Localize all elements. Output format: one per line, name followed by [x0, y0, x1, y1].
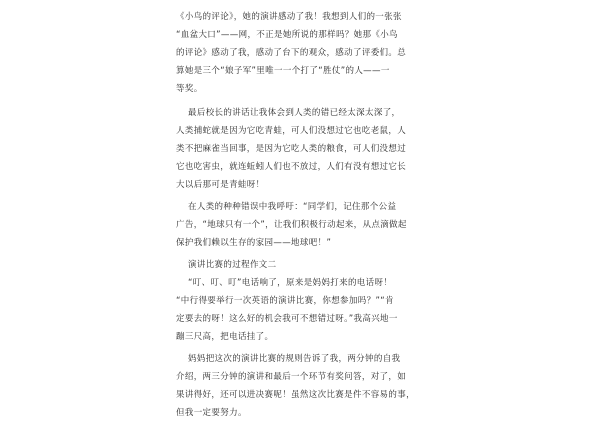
paragraph-2	[176, 104, 428, 194]
essay-body	[176, 8, 428, 422]
text-line: 蹦三尺高，把电话挂了。	[176, 332, 274, 342]
text-line: 介绍，两三分钟的演讲和最后一个环节有奖问答，对了，如	[176, 372, 407, 382]
text-line: 最后校长的讲话让我体会到人类的错已经太深太深了，	[188, 108, 401, 118]
text-line: 类不把麻雀当回事，是因为它吃人类的粮食，可人们没想过	[176, 144, 407, 154]
text-line: 保护我们赖以生存的家园——地球吧！”	[176, 238, 332, 248]
text-line: 广告，“地球只有一个”，让我们积极行动起来，从点滴做起	[176, 220, 407, 230]
text-line: 在人类的种种错误中我呼吁：“同学们，记住那个公益	[188, 202, 397, 212]
text-line: 大以后那可是青蛙呀！	[176, 180, 265, 190]
section-heading	[176, 256, 428, 274]
text-line: 定要去的呀！这么好的机会我可不想错过呀。”我高兴地一	[176, 314, 398, 324]
text-line: 的评论》感动了我，感动了台下的观众，感动了评委们。总	[176, 48, 407, 58]
text-line: “叮、叮、叮”电话响了，原来是妈妈打来的电话呀！	[188, 278, 393, 288]
paragraph-5	[176, 274, 428, 346]
paragraph-3	[176, 198, 428, 252]
text-line: 《小鸟的评论》，她的演讲感动了我！我想到人们的一张张	[176, 12, 402, 22]
text-line: 等奖。	[176, 84, 203, 94]
text-line: 它也吃害虫，就连蚯蚓人们也不放过，人们有没有想过它长	[176, 162, 407, 172]
text-line: 妈妈把这次的演讲比赛的规则告诉了我，两分钟的自我	[188, 354, 401, 364]
text-line: 算她是三个“娘子军”里唯一一个打了“胜仗”的人——一	[176, 66, 390, 76]
paragraph-1	[176, 8, 428, 98]
heading-text: 演讲比赛的过程作文二	[188, 260, 277, 270]
text-line: 人类捕蛇就是因为它吃青蛙，可人们没想过它也吃老鼠，人	[176, 126, 407, 136]
paragraph-6	[176, 350, 428, 422]
text-line: “中行得要举行一次英语的演讲比赛，你想参加吗？”“肯	[176, 296, 394, 306]
text-line: “血盆大口”——网，不正是她所说的那样吗？她那《小鸟	[176, 30, 398, 40]
text-line: 但我一定要努力。	[176, 408, 247, 418]
text-line: 果讲得好，还可以进决赛呢！虽然这次比赛是件不容易的事，	[176, 390, 415, 400]
